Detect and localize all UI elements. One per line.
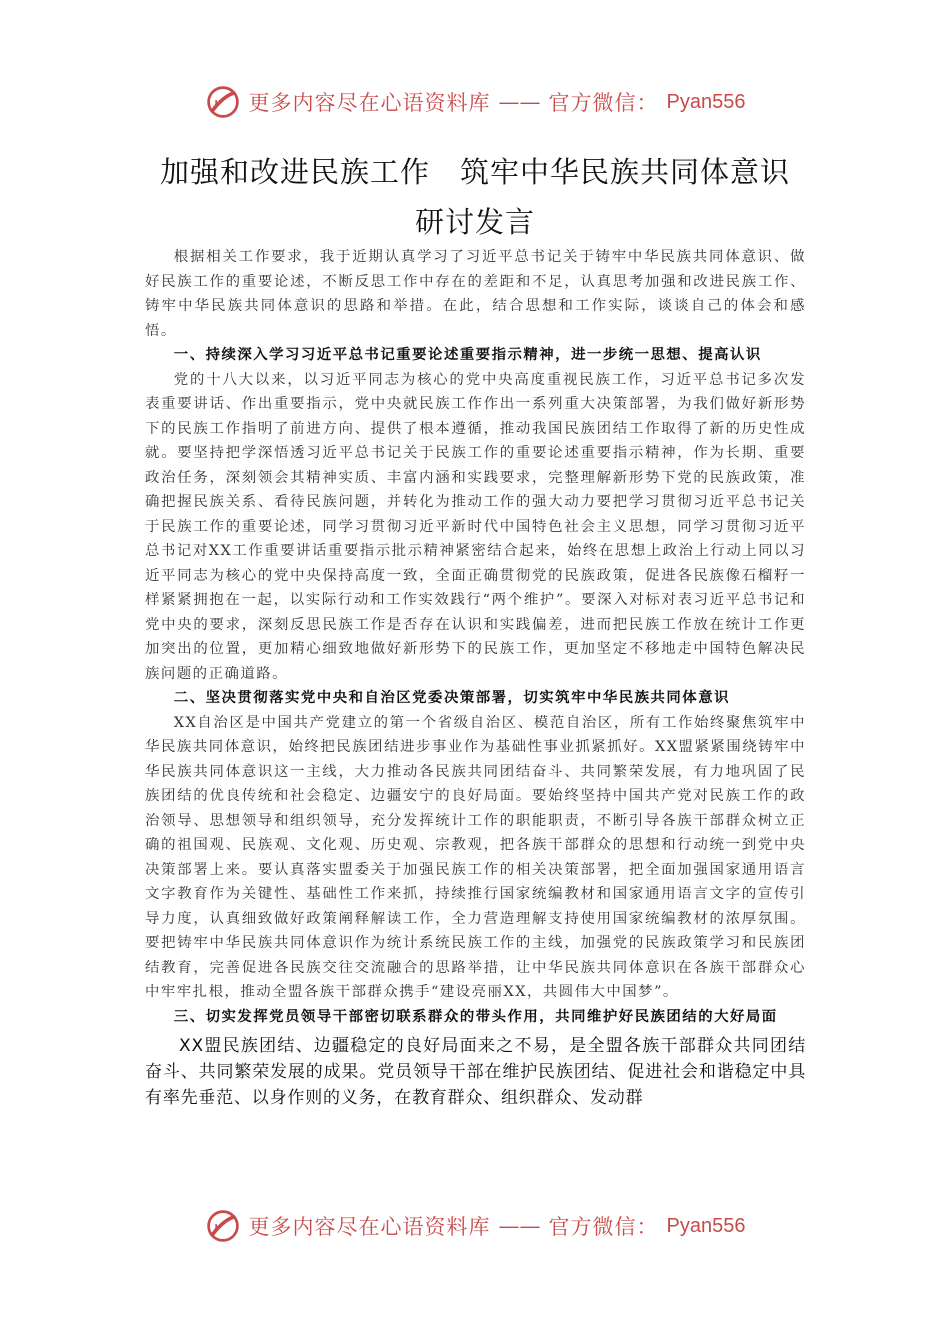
intro-paragraph: 根据相关工作要求，我于近期认真学习了习近平总书记关于铸牢中华民族共同体意识、做好民族工作的重要论述，不断反思工作中存在的差距和不足，认真思考加强和改进民族工作、铸牢中华民族共同体意识的思路和举措。在此，结合思想和工作实际，谈谈自己的体会和感悟。: [145, 249, 806, 339]
banner-wechat-id: Pyan556: [666, 1214, 746, 1237]
banner-text: 更多内容尽在心语资料库: [248, 1215, 491, 1239]
section-heading-1: 一、持续深入学习习近平总书记重要论述重要指示精神，进一步统一思想、提高认识: [173, 346, 762, 363]
section-heading-2: 二、坚决贯彻落实党中央和自治区党委决策部署，切实筑牢中华民族共同体意识: [173, 689, 730, 706]
section-paragraph-3: XX盟民族团结、边疆稳定的良好局面来之不易，是全盟各族干部群众共同团结奋斗、共同繁荣发展的成果。党员领导干部在维护民族团结、促进社会和谐稳定中具有率先垂范、以身作则的义务，在教育群众、组织群众、发动群: [145, 1036, 806, 1108]
banner-wechat-id: Pyan556: [666, 90, 746, 113]
document-title-line2: 研讨发言: [414, 205, 535, 239]
section-heading-3: 三、切实发挥党员领导干部密切联系群众的带头作用，共同维护好民族团结的大好局面: [173, 1007, 778, 1025]
document-title-line1: 加强和改进民族工作 筑牢中华民族共同体意识: [159, 155, 790, 189]
banner-dash: ——: [498, 1214, 541, 1238]
footer-banner: [0, 1208, 950, 1244]
header-banner: [0, 84, 950, 120]
banner-dash: ——: [498, 90, 541, 114]
banner-wechat-label: 官方微信：: [548, 1215, 659, 1239]
brush-logo-icon: [205, 84, 241, 120]
banner-wechat-label: 官方微信：: [548, 91, 659, 115]
brush-logo-icon: [205, 1208, 241, 1244]
section-paragraph-2: XX自治区是中国共产党建立的第一个省级自治区、模范自治区，所有工作始终聚焦筑牢中华民族共同体意识，始终把民族团结进步事业作为基础性事业抓紧抓好。XX盟紧紧围绕铸牢中华民族共同体意识这一主线，大力推动各民族共同团结奋斗、共同繁荣发展，有力地巩固了民族团结的优良传统和社会稳定、边疆安宁的良好局面。要始终坚持中国共产党对民族工作的政治领导、思想领导和组织领导，充分发挥统计工作的职能职责，不断引导各族干部群众树立正确的祖国观、民族观、文化观、历史观、宗教观，把各族干部群众的思想和行动统一到党中央决策部署上来。要认真落实盟委关于加强民族工作的相关决策部署，把全面加强国家通用语言文字教育作为关键性、基础性工作来抓，持续推行国家统编教材和国家通用语言文字的宣传引导力度，认真细致做好政策阐释解读工作，全力营造理解支持使用国家统编教材的浓厚氛围。要把铸牢中华民族共同体意识作为统计系统民族工作的主线，加强党的民族政策学习和民族团结教育，完善促进各民族交往交流融合的思路举措，让中华民族共同体意识在各族干部群众心中牢牢扎根，推动全盟各族干部群众携手“建设亮丽XX，共圆伟大中国梦”。: [145, 714, 806, 1000]
section-paragraph-1: 党的十八大以来，以习近平同志为核心的党中央高度重视民族工作，习近平总书记多次发表重要讲话、作出重要指示，党中央就民族工作作出一系列重大决策部署，为我们做好新形势下的民族工作指明了前进方向、提供了根本遵循，推动我国民族团结工作取得了新的历史性成就。要坚持把学深悟透习近平总书记关于民族工作的重要论述重要指示精神，作为长期、重要政治任务，深刻领会其精神实质、丰富内涵和实践要求，完整理解新形势下党的民族政策，准确把握民族关系、看待民族问题，并转化为推动工作的强大动力要把学习贯彻习近平总书记关于民族工作的重要论述，同学习贯彻习近平新时代中国特色社会主义思想，同学习贯彻习近平总书记对XX工作重要讲话重要指示批示精神紧密结合起来，始终在思想上政治上行动上同以习近平同志为核心的党中央保持高度一致，全面正确贯彻党的民族政策，促进各民族像石榴籽一样紧紧拥抱在一起，以实际行动和工作实效践行“两个维护”。要深入对标对表习近平总书记和党中央的要求，深刻反思民族工作是否存在认识和实践偏差，进而把民族工作放在统计工作更加突出的位置，更加精心细致地做好新形势下的民族工作，更加坚定不移地走中国特色解决民族问题的正确道路。: [145, 371, 806, 682]
banner-text: 更多内容尽在心语资料库: [248, 91, 491, 115]
document-body: [145, 245, 806, 1111]
